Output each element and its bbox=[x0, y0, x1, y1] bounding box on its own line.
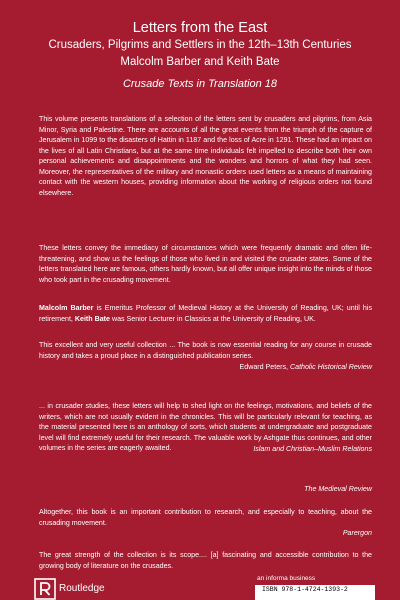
review-quote: Altogether, this book is an important contribution to research, and especially to teaching, about the crusading movement. bbox=[39, 508, 372, 527]
description-paragraph: This volume presents translations of a selection of the letters sent by crusaders and pilgrims, from Asia Minor, Syria and Palestine. There are accounts of all the great events from the triumph of the capture of Jerusalem in 1099 to the disasters of Hattin in 1187 and the loss of Acre in 1291. These had an impact on the lives of all Latin Christians, but at the same time individuals felt impelled to describe both their own personal achievements and disappointments and the wonders and horrors of what they had seen. Moreover, the representatives of the military and monastic orders used letters as a means of maintaining contact with the western houses, providing information about the working of religious orders not found elsewhere. bbox=[39, 115, 372, 197]
bio-text: was Senior Lecturer in Classics at the University of Reading, UK. bbox=[109, 314, 316, 323]
review-quote: ... in crusader studies, these letters will help to shed light on the feelings, motivations, and beliefs of the writers, which are not usually evident in the chronicles. This will be particularly relevant for teaching, as the material presented here is an anthology of sorts, which students at undergraduate and postgraduate level will find extremely useful for their research. The valuable work by Ashgate thus continues, and other volumes in the series are eagerly awaited. bbox=[39, 402, 372, 452]
description-paragraph: These letters convey the immediacy of circumstances which were frequently dramatic and often life-threatening, and show us the feelings of those who lived in and visited the crusader states. Some of the letters translated here are famous, others hardly known, but all offer unique insight into the minds of those who took part in the crusading movement. bbox=[39, 244, 372, 284]
routledge-logo-icon bbox=[34, 578, 56, 600]
book-authors: Malcolm Barber and Keith Bate bbox=[120, 56, 280, 68]
book-title: Letters from the East bbox=[132, 20, 268, 36]
author-bio bbox=[39, 303, 372, 324]
informa-tagline: an informa business bbox=[257, 575, 316, 582]
author-name: Keith Bate bbox=[74, 314, 110, 323]
publication-name: Catholic Historical Review bbox=[290, 363, 372, 371]
publisher-name: Routledge bbox=[59, 583, 105, 594]
review-quote: The great strength of the collection is its scope.... [a] fascinating and accessible contribution to the growing body of literature on the crusades. bbox=[39, 551, 372, 570]
book-subtitle: Crusaders, Pilgrims and Settlers in the 12th–13th Centuries bbox=[48, 39, 352, 51]
review-attribution bbox=[240, 362, 372, 372]
review-attribution: The Medieval Review bbox=[304, 485, 372, 493]
review-attribution: Islam and Christian–Muslim Relations bbox=[253, 445, 372, 453]
review-attribution: Parergon bbox=[342, 529, 372, 537]
series-title: Crusade Texts in Translation 18 bbox=[122, 78, 278, 90]
reviewer-name: Edward Peters, bbox=[239, 363, 290, 371]
bio-text: is Emeritus Professor of Medieval History at the University of Reading, UK; until his retirement, bbox=[39, 304, 372, 323]
isbn: ISBN 978-1-4724-1393-2 bbox=[262, 586, 348, 593]
author-name: Malcolm Barber bbox=[39, 304, 94, 312]
review-quote: This excellent and very useful collection ... The book is now essential reading for any course in crusade history and takes a proud place in a distinguished publication series. bbox=[39, 341, 372, 360]
